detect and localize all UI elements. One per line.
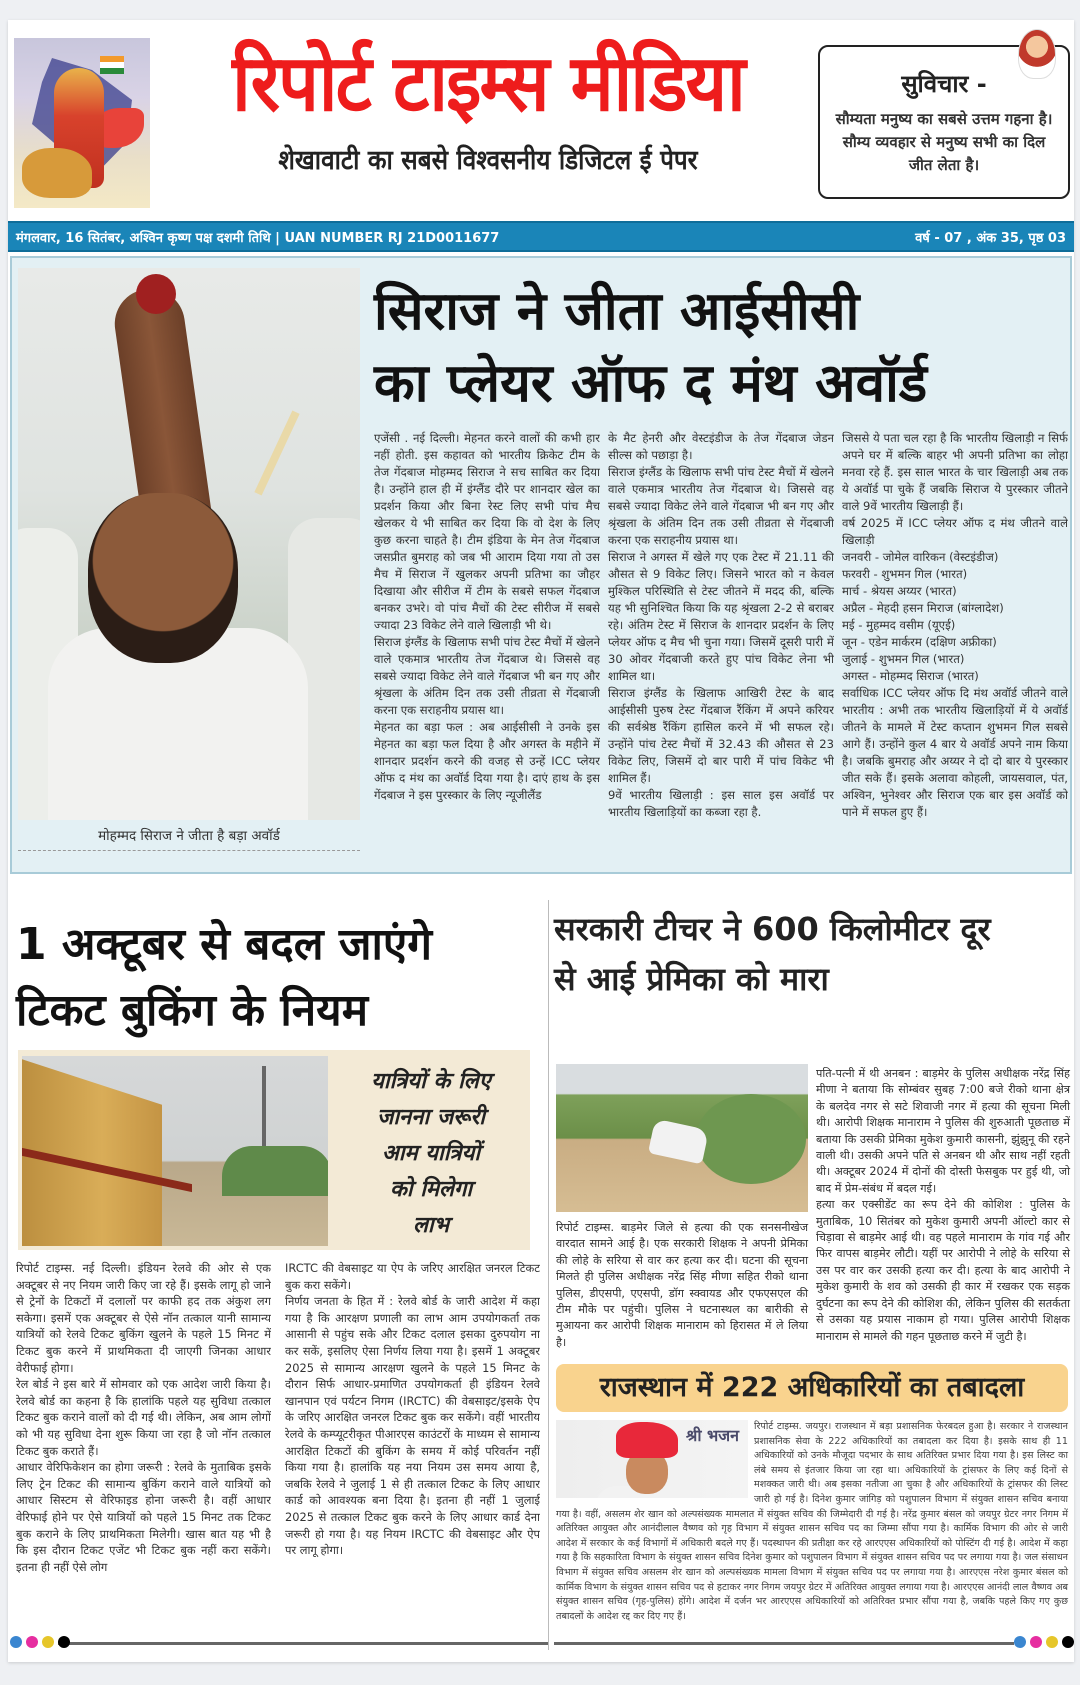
callout-line: आम यात्रियों bbox=[381, 1141, 481, 1166]
paragraph: फरवरी - शुभमन गिल (भारत) bbox=[842, 567, 968, 581]
teacher-article-intro bbox=[556, 1220, 808, 1351]
headline-line-2: टिकट बुकिंग के नियम bbox=[16, 985, 369, 1036]
backdrop-sign-text: श्री भजन bbox=[686, 1426, 740, 1445]
paragraph: सिराज इंग्लैंड के खिलाफ सभी पांच टेस्ट मैचों में खेलने वाले एकमात्र भारतीय तेज गेंदबाज थे। जिससे वह सबसे ज्यादा विकेट लेने वाले गेंदबाज भी बन गए और श्रृंखला के अंतिम दिन तक उसी तीव्रता से गेंदबाजी करना एक सराहनीय प्रयास था। bbox=[374, 635, 600, 717]
article-column bbox=[608, 430, 834, 870]
paragraph: रिपोर्ट टाइम्स. जयपुर। राजस्थान में बड़ा प्रशासनिक फेरबदल हुआ है। सरकार ने राजस्थान प्रशासनिक सेवा के 222 अधिकारियों का तबादला कर दिया है। इसके साथ ही 11 अधिकारियों को उनके मौजूदा पदभार के साथ अतिरिक्त प्रभार दिया गया है। इस लिस्ट का लंबे समय से इंतजार किया जा रहा था। अधिकारियों के ट्रांसफर के लिए कई दिनों से मशक्कत जारी थी। अब इसका नतीजा आ चुका है और अधिकारियों के ट्रांसफर की लिस्ट जारी हो गई है। दिनेश कुमार जांगिड़ को पशुपालन विभाग में संयुक्त शासन सचिव बनाया गया है। वहीं, असलम शेर खान को अल्पसंख्यक मामलात में संयुक्त सचिव की जिम्मेदारी दी गई है। नरेंद्र कुमार बंसल को जयपुर ग्रेटर नगर निगम में अतिरिक्त आयुक्त और आनंदीलाल वैष्णव को गृह विभाग में संयुक्त शासन सचिव पद का जिम्मा सौंपा गया है। कार्मिक विभाग की ओर से जारी आदेश में सरकार के कई विभागों में अधिकारी बदले गए हैं। पदस्थापन की प्रतीक्षा कर रहे आरएएस अधिकारियों को पोस्टिंग दी गई है। आदेश में कहा गया है कि सहकारिता विभाग के संयुक्त शासन सचिव दिनेश कुमार को पशुपालन विभाग में संयुक्त शासन सचिव पद पर लगाया गया है। जल संसाधन विभाग में संयुक्त सचिव असलम शेर खान को अल्पसंख्यक मामला विभाग में संयुक्त सचिव पद पर लगाया गया है। आरएएस नरेश कुमार बंसल को कार्मिक विभाग के संयुक्त शासन सचिव पद से हटाकर नगर निगम जयपुर ग्रेटर में अतिरिक्त आयुक्त लगाया गया है। आरएएस आनंदी लाल वैष्णव अब संयुक्त शासन सचिव (गृह-पुलिस) होंगे। आदेश में दर्जन भर आरएएस अधिकारियों को अतिरिक्त प्रभार सौंपा गया है, जबकि पहले किए गए कुछ तबादलों के आदेश रद्द कर दिए गए हैं। bbox=[556, 1421, 1068, 1622]
paragraph: जून - एडेन मार्करम (दक्षिण अफ्रीका) bbox=[842, 635, 997, 649]
callout-line: जानना जरूरी bbox=[377, 1105, 485, 1130]
railway-callout bbox=[338, 1064, 524, 1244]
article-column bbox=[374, 430, 600, 870]
paragraph: पति-पत्नी में थी अनबन : बाड़मेर के पुलिस अधीक्षक नरेंद्र सिंह मीणा ने बताया कि सोम्बंवर सुबह 7:00 बजे रीको थाना क्षेत्र के बलदेव नगर से सटे शिवाजी नगर में हत्या की सूचना मिली थी। आरोपी शिक्षक मानाराम ने पुलिस की शुरुआती पूछताछ में बताया कि उसकी प्रेमिका मुकेश कुमारी कासनी, झुंझुनू की रहने वाली थी। उसकी अपने पति से अनबन थी और साथ नहीं रहती थी। अक्टूबर 2024 में दोनों की दोस्ती फेसबुक पर हुई थी, जो बाद में प्रेम-संबंध में बदल गई। bbox=[816, 1067, 1070, 1195]
photo-caption: मोहम्मद सिराज ने जीता है बड़ा अवॉर्ड bbox=[18, 826, 360, 851]
paragraph: 9वें भारतीय खिलाड़ी : इस साल इस अवॉर्ड पर भारतीय खिलाड़ियों का कब्जा रहा है. bbox=[608, 788, 834, 819]
deity-with-flag-image bbox=[14, 38, 150, 208]
date-line: मंगलवार, 16 सितंबर, अश्विन कृष्ण पक्ष दशमी तिथि | UAN NUMBER RJ 21D0011677 bbox=[16, 230, 500, 246]
transfer-article-body bbox=[556, 1420, 1068, 1624]
paragraph: जनवरी - जोमेल वारिकन (वेस्टइंडीज) bbox=[842, 550, 999, 564]
callout-line: को मिलेगा bbox=[389, 1177, 473, 1202]
siraj-celebration-photo bbox=[18, 268, 360, 820]
paragraph: मई - मुहम्मद वसीम (यूएई) bbox=[842, 618, 956, 632]
paragraph: हत्या कर एक्सीडेंट का रूप देने की कोशिश : पुलिस के मुताबिक, 10 सितंबर को मुकेश कुमारी अपनी ऑल्टो कार से चिड़ावा से बाड़मेर आई थी। वह पहले मानाराम के गांव गई और फिर वापस बाड़मेर लौटी। यहीं पर आरोपी ने लोहे के सरिया से उस पर वार कर उसकी हत्या कर दी। हत्या के बाद आरोपी ने मुकेश कुमारी के शव को उसकी ही कार में रखकर एक सड़क दुर्घटना का रूप देने की कोशिश की, लेकिन पुलिस की सतर्कता से उसका यह प्रयास नाकाम हो गया। पुलिस आरोपी शिक्षक मानाराम से मामले की गहन पूछताछ करने में जुटी है। bbox=[816, 1198, 1070, 1343]
registration-dot-cyan bbox=[10, 1636, 22, 1648]
bush-shape bbox=[696, 1094, 806, 1184]
paragraph: अगस्त - मोहम्मद सिराज (भारत) bbox=[842, 669, 979, 683]
registration-dot-cyan bbox=[1014, 1636, 1026, 1648]
registration-dot-yellow bbox=[42, 1636, 54, 1648]
registration-dot-magenta bbox=[1030, 1636, 1042, 1648]
callout-line: लाभ bbox=[412, 1213, 450, 1238]
teacher-story bbox=[554, 890, 1070, 1360]
registration-bar-right bbox=[554, 1642, 1014, 1645]
paragraph: जुलाई - शुभमन गिल (भारत) bbox=[842, 652, 965, 666]
transfer-story bbox=[554, 1364, 1070, 1644]
paragraph: रिपोर्ट टाइम्स. नई दिल्ली। इंडियन रेलवे की ओर से एक अक्टूबर से नए नियम जारी किए जा रहे हैं। इसके लागू हो जाने से ट्रेनों के टिकटों में दलालों पर काफी हद तक अंकुश लग सकेगा। इसमें एक अक्टूबर से ऐसे नॉन तत्काल यानी सामान्य यात्रियों को रेलवे टिकट बुकिंग खुलने के पहले 15 मिनट में टिकट बुक करने में प्राथमिकता दी जाएगी जिनका आधार वेरीफाई होगा। bbox=[16, 1261, 271, 1375]
registration-dot-black bbox=[58, 1636, 70, 1648]
registration-dot-black bbox=[1062, 1636, 1074, 1648]
paragraph: सिराज इंग्लैंड के खिलाफ सभी पांच टेस्ट मैचों में खेलने वाले एकमात्र भारतीय तेज गेंदबाज थे। जिससे वह सबसे ज्यादा विकेट लेने वाले गेंदबाज भी बन गए और श्रृंखला के अंतिम दिन तक उसी तीव्रता से गेंदबाजी करना एक सराहनीय प्रयास था। bbox=[608, 465, 834, 547]
masthead bbox=[8, 20, 1074, 220]
lead-story-siraj bbox=[10, 256, 1072, 874]
headline-line-2: से आई प्रेमिका को मारा bbox=[554, 960, 829, 998]
paragraph: एजेंसी . नई दिल्ली। मेहनत करने वालों की कभी हार नहीं होती. इस कहावत को भारतीय क्रिकेट टीम के तेज गेंदबाज मोहम्मद सिराज ने सच साबित कर दिया है। उन्होंने हाल ही में इंग्लैंड दौरे पर शानदार खेल का प्रदर्शन किया और बिना रेस्ट लिए सभी पांच मैच खेलकर ये भी साबित कर दिया कि वो देश के लिए कुछ करना चाहते है। टीम इंडिया के मेन तेज गेंदबाज जसप्रीत बुमराह को जब भी आराम दिया गया तो उस मैच में सिराज नें खुलकर अपनी प्रतिभा का जौहर दिखाया और सीरीज में टीम के सबसे सफल गेंदबाज बनकर उभरे। वो पांच मैचों की टेस्ट सीरीज में सबसे ज्यादा 23 विकेट लेने वाले खिलाड़ी भी थे। bbox=[374, 431, 600, 632]
paragraph: वर्ष 2025 में ICC प्लेयर ऑफ द मंथ जीतने वाले खिलाड़ी bbox=[842, 516, 1068, 547]
headline-line-1: सिराज ने जीता आईसीसी bbox=[374, 281, 860, 342]
paragraph: सिराज इंग्लैंड के खिलाफ आखिरी टेस्ट के बाद आईसीसी पुरुष टेस्ट गेंदबाज रैंकिंग में अपने करियर की सर्वश्रेष्ठ रैंकिंग हासिल करने में भी सफल रहे। उन्होंने पांच टेस्ट मैचों में 32.43 की औसत से 23 विकेट लिए, जिसमें दो बार पारी में पांच विकेट भी शामिल हैं। bbox=[608, 686, 834, 785]
teacher-headline bbox=[554, 904, 1070, 1004]
article-column bbox=[842, 430, 1068, 870]
edition-info: वर्ष - 07 , अंक 35, पृष्ठ 03 bbox=[915, 230, 1066, 246]
paragraph: मेहनत का बड़ा फल : अब आईसीसी ने उनके इस मेहनत का बड़ा फल दिया है और अगस्त के महीने में शानदार प्रदर्शन करने की वजह से उन्हें ICC प्लेयर ऑफ द मंथ का अवॉर्ड दिया गया है। दाएं हाथ के इस गेंदबाज ने इस पुरस्कार के लिए न्यूजीलैंड bbox=[374, 720, 600, 802]
paragraph: निर्णय जनता के हित में : रेलवे बोर्ड के जारी आदेश में कहा गया है कि आरक्षण प्रणाली का लाभ आम उपयोगकर्ता तक आसानी से पहुंच सके और टिकट दलाल इसका दुरुपयोग ना कर सकें, इसलिए ऐसा निर्णय लिया गया है। इसमें 1 अक्टूबर 2025 से सामान्य आरक्षण खुलने के पहले 15 मिनट के दौरान सिर्फ आधार-प्रमाणित उपयोगकर्ता ही इंडियन रेलवे खानपान एवं पर्यटन निगम (IRCTC) की वेबसाइट/इसके ऐप के जरिए आरक्षित जनरल टिकट बुक कर सकेंगे। वहीं भारतीय रेलवे के कम्प्यूटरीकृत पीआरएस काउंटरों के माध्यम से सामान्य आरक्षित टिकटों की बुकिंग के समय में कोई परिवर्तन नहीं किया गया है। हालांकि यह नया नियम उस समय आया है, जबकि रेलवे ने जुलाई 1 से ही तत्काल टिकट के लिए आधार कार्ड को आवश्यक बना दिया है। इतना ही नहीं 1 जुलाई 2025 से तत्काल टिकट बुक करने के लिए आधार कार्ड देना जरूरी हो गया है। यह नियम IRCTC की वेबसाइट और ऐप पर लागू होगा। bbox=[285, 1294, 540, 1558]
suvichar-label: सुविचार - bbox=[901, 70, 987, 98]
crime-scene-car-photo bbox=[556, 1064, 808, 1212]
callout-line: यात्रियों के लिए bbox=[371, 1069, 491, 1094]
registration-dot-yellow bbox=[1046, 1636, 1058, 1648]
paragraph: जिससे ये पता चल रहा है कि भारतीय खिलाड़ी न सिर्फ अपने घर में बल्कि बाहर भी अपनी प्रतिभा का लोहा मनवा रहे हैं. इस साल भारत के चार खिलाड़ी अब तक ये अवॉर्ड पा चुके हैं जबकि सिराज ये पुरस्कार जीतने वाले 9वें भारतीय खिलाड़ी हैं। bbox=[842, 431, 1068, 513]
paragraph: के मैट हेनरी और वेस्टइंडीज के तेज गेंदबाज जेडन सील्स को पछाड़ा है। bbox=[608, 431, 834, 462]
headline-line-1: 1 अक्टूबर से बदल जाएंगे bbox=[16, 919, 432, 970]
paragraph: अप्रैल - मेहदी हसन मिराज (बांग्लादेश) bbox=[842, 601, 1004, 615]
epaper-page bbox=[8, 20, 1074, 1662]
train-platform-photo bbox=[22, 1056, 328, 1246]
paragraph: आधार वेरिफिकेशन का होगा जरूरी : रेलवे के मुताबिक इसके लिए ट्रेन टिकट की सामान्य बुकिंग कराने वाले यात्रियों को आधार सिस्टम से वेरिफाइड होना जरूरी है। वहीं आधार वेरिफाई होने पर ऐसे यात्रियों को पहले 15 मिनट तक टिकट बुक कराने के लिए प्राथमिकता मिलेगी। खास बात यह भी है कि इस दौरान टिकट एजेंट भी टिकट बुक नहीं करा सकेंगे। इतना ही नहीं ऐसे लोग bbox=[16, 1460, 271, 1574]
paragraph: सर्वाधिक ICC प्लेयर ऑफ दि मंथ अवॉर्ड जीतने वाले भारतीय : अभी तक भारतीय खिलाड़ियों में ये अवॉर्ड जीतने के मामले में टेस्ट कप्तान शुभमन गिल सबसे आगे हैं। उन्होंने कुल 4 बार ये अवॉर्ड अपने नाम किया है। जबकि बुमराह और अय्यर ने दो दो बार ये पुरस्कार जीत सके हैं। इसके अलावा कोहली, जायसवाल, पंत, अश्विन, भुनेश्वर और सिराज एक बार इस अवॉर्ड को पाने में सफल हुए हैं। bbox=[842, 686, 1068, 819]
paragraph: सिराज ने अगस्त में खेले गए एक टेस्ट में 21.11 की औसत से 9 विकेट लिए। जिसने भारत को न केवल मुश्किल परिस्थिति से टेस्ट जीतने में मदद की, बल्कि यह भी सुनिश्चित किया कि यह श्रृंखला 2-2 से बराबर रहे। अंतिम टेस्ट में सिराज के शानदार प्रदर्शन के लिए प्लेयर ऑफ द मैच भी चुना गया। जिसमें दूसरी पारी में 30 ओवर गेंदबाजी करते हुए पांच विकेट लेना भी शामिल था। bbox=[608, 550, 834, 683]
railway-figure bbox=[18, 1050, 530, 1250]
paragraph: IRCTC की वेबसाइट या ऐप के जरिए आरक्षित जनरल टिकट बुक करा सकेंगे। bbox=[285, 1261, 540, 1292]
newspaper-tagline: शेखावाटी का सबसे विश्वसनीय डिजिटल ई पेपर bbox=[278, 145, 698, 176]
player-head-shape bbox=[88, 493, 238, 663]
railway-headline bbox=[16, 912, 536, 1044]
namaste-avatar-icon bbox=[1018, 29, 1056, 79]
paragraph: मार्च - श्रेयस अय्यर (भारत) bbox=[842, 584, 957, 598]
headline-line-2: का प्लेयर ऑफ द मंथ अवॉर्ड bbox=[374, 353, 928, 414]
train-coach-shape bbox=[22, 1056, 162, 1246]
suvichar-quote: सौम्यता मनुष्य का सबसे उत्तम गहना है। सौम्य व्यवहार से मनुष्य सभी का दिल जीत लेता है। bbox=[835, 110, 1053, 174]
registration-bar-left bbox=[58, 1642, 548, 1645]
headline-line-1: सरकारी टीचर ने 600 किलोमीटर दूर bbox=[554, 910, 991, 948]
paragraph: रिपोर्ट टाइम्स. बाड़मेर जिले से हत्या की एक सनसनीखेज वारदात सामने आई है। एक सरकारी शिक्षक ने अपनी प्रेमिका की लोहे के सरिया से वार कर हत्या कर दी। घटना की सूचना मिलते ही पुलिस अधीक्षक नरेंद्र सिंह मीणा सहित रीको थाना पुलिस, डीएसपी, एएसपी, डॉग स्क्वायड और एफएसएल की टीम मौके पर पहुंची। पुलिस ने घटनास्थल का बारीकी से मुआयना कर आरोपी शिक्षक मानाराम को हिरासत में ले लिया है। bbox=[556, 1221, 808, 1349]
stump-shape bbox=[254, 411, 299, 496]
lion-shape bbox=[22, 148, 92, 198]
trees-shape bbox=[222, 1146, 328, 1196]
lead-headline bbox=[374, 276, 1064, 420]
teacher-article-body bbox=[816, 1066, 1070, 1345]
column-divider bbox=[548, 900, 549, 1650]
article-column bbox=[285, 1260, 540, 1650]
suvichar-box bbox=[818, 45, 1070, 199]
india-flag-icon bbox=[100, 56, 124, 74]
transfer-headline: राजस्थान में 222 अधिकारियों का तबादला bbox=[556, 1364, 1068, 1412]
photo-spacer bbox=[556, 1420, 754, 1500]
railway-story bbox=[8, 890, 544, 1660]
registration-dot-magenta bbox=[26, 1636, 38, 1648]
paragraph: रेल बोर्ड ने इस बारे में सोमवार को एक आदेश जारी किया है। रेलवे बोर्ड का कहना है कि हालांकि पहले यह सुविधा तत्काल टिकट बुक कराने वालों को दी गई थी। लेकिन, अब आम लोगों को भी यह सुविधा देना शुरू किया जा रहा है जो नॉन तत्काल टिकट बुक कराते हैं। bbox=[16, 1377, 271, 1458]
cricket-ball-icon bbox=[136, 274, 176, 314]
railway-article-body bbox=[16, 1260, 540, 1650]
newspaper-title: रिपोर्ट टाइम्स मीडिया bbox=[232, 39, 744, 129]
article-column bbox=[16, 1260, 271, 1650]
lead-article-body bbox=[374, 430, 1068, 870]
date-info-bar bbox=[8, 221, 1074, 252]
